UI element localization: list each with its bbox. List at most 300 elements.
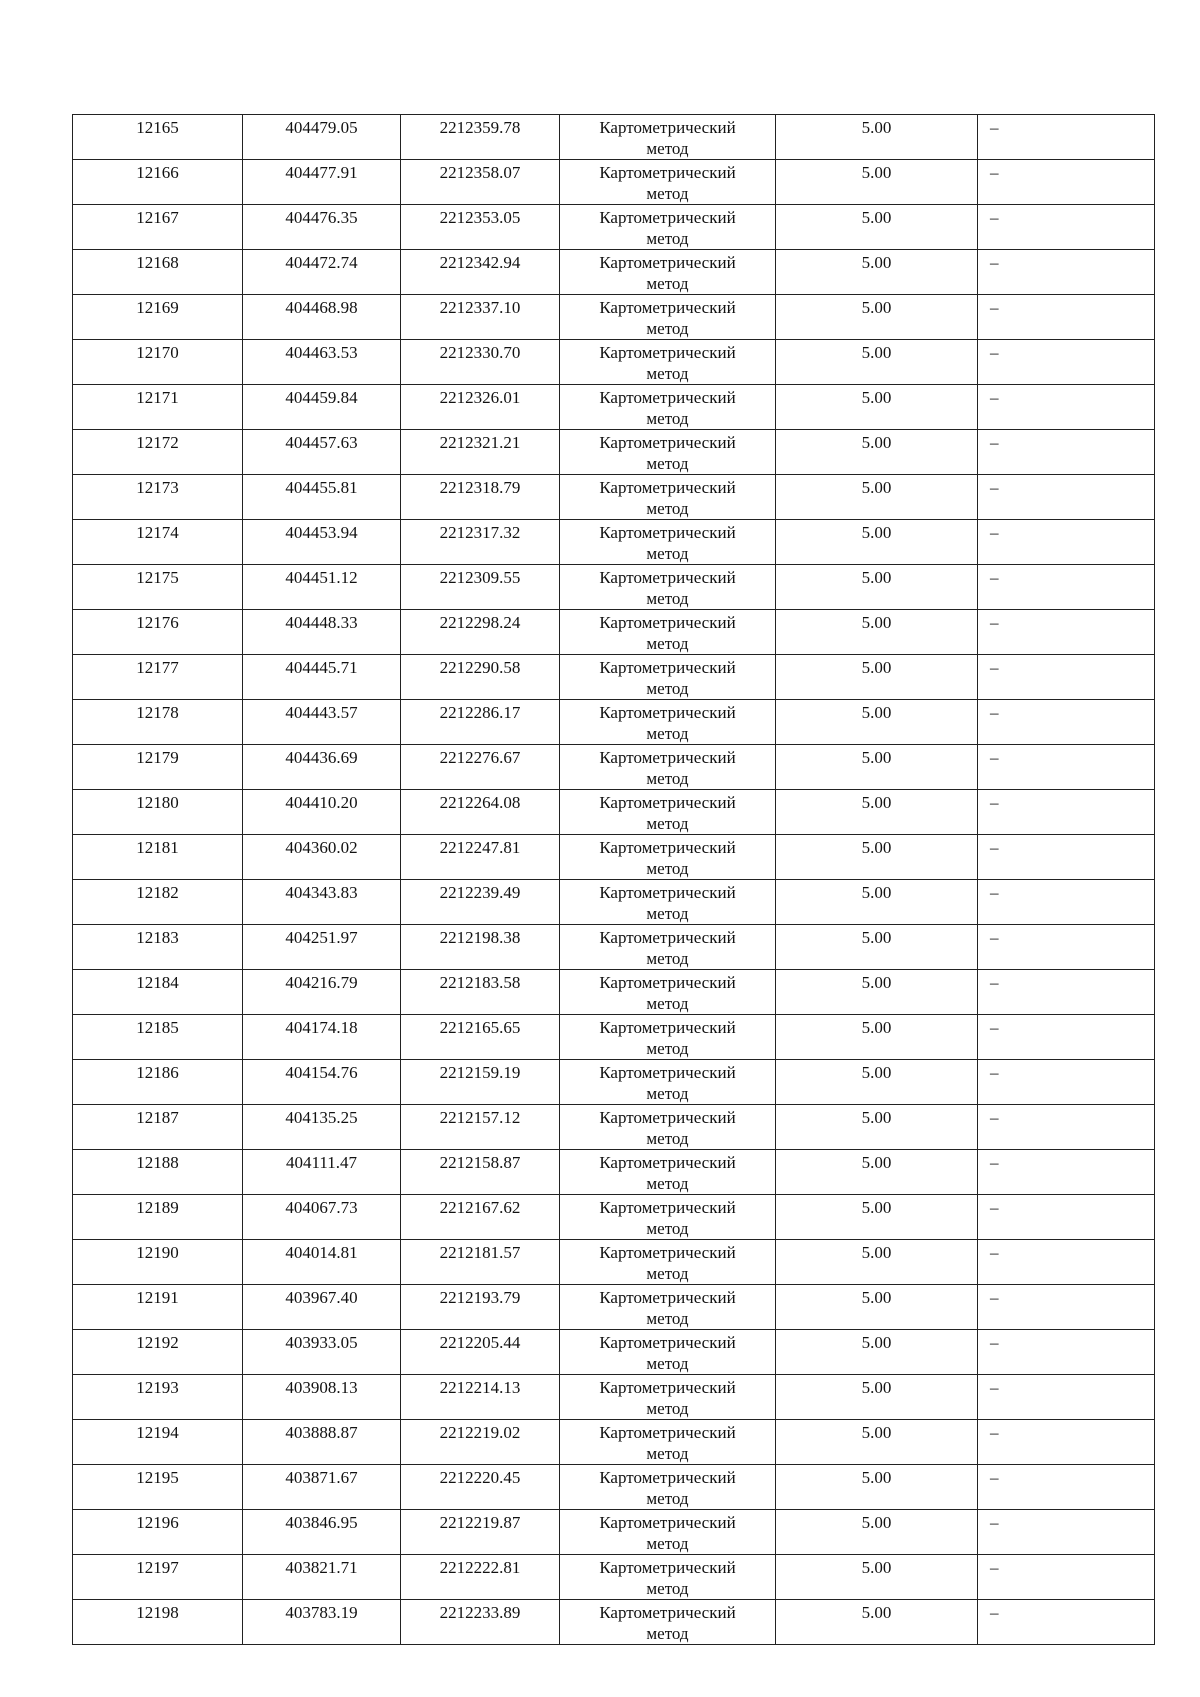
method-cell [560,385,776,430]
note-cell: – [978,250,1155,295]
method-cell [560,970,776,1015]
method-cell [560,1150,776,1195]
accuracy-cell: 5.00 [776,925,978,970]
x-coordinate-cell: 404477.91 [243,160,401,205]
table-row [73,1105,1155,1150]
accuracy-cell: 5.00 [776,1330,978,1375]
method-line1: Картометрический [599,523,736,542]
method-cell [560,250,776,295]
accuracy-cell: 5.00 [776,1240,978,1285]
method-line2: метод [646,1039,689,1058]
note-cell: – [978,610,1155,655]
y-coordinate-cell: 2212157.12 [401,1105,560,1150]
method-cell [560,1195,776,1240]
x-coordinate-cell: 404443.57 [243,700,401,745]
method-cell [560,565,776,610]
point-number-cell: 12168 [73,250,243,295]
method-cell [560,1240,776,1285]
note-cell: – [978,1285,1155,1330]
method-line2: метод [646,1219,689,1238]
y-coordinate-cell: 2212359.78 [401,115,560,160]
note-cell: – [978,160,1155,205]
method-cell [560,655,776,700]
note-cell: – [978,1375,1155,1420]
method-cell [560,520,776,565]
method-line1: Картометрический [599,883,736,902]
point-number-cell: 12173 [73,475,243,520]
method-cell [560,160,776,205]
x-coordinate-cell: 404360.02 [243,835,401,880]
y-coordinate-cell: 2212222.81 [401,1555,560,1600]
note-cell: – [978,655,1155,700]
method-line1: Картометрический [599,793,736,812]
table-row [73,880,1155,925]
method-line2: метод [646,184,689,203]
method-cell [560,205,776,250]
note-cell: – [978,295,1155,340]
y-coordinate-cell: 2212247.81 [401,835,560,880]
x-coordinate-cell: 404251.97 [243,925,401,970]
x-coordinate-cell: 404154.76 [243,1060,401,1105]
point-number-cell: 12172 [73,430,243,475]
note-cell: – [978,520,1155,565]
y-coordinate-cell: 2212159.19 [401,1060,560,1105]
note-cell: – [978,700,1155,745]
method-line2: метод [646,1129,689,1148]
table-row [73,700,1155,745]
method-cell [560,925,776,970]
y-coordinate-cell: 2212330.70 [401,340,560,385]
method-line2: метод [646,1174,689,1193]
method-cell [560,430,776,475]
accuracy-cell: 5.00 [776,1600,978,1645]
table-row [73,970,1155,1015]
point-number-cell: 12169 [73,295,243,340]
method-cell [560,1555,776,1600]
table-row [73,925,1155,970]
method-line1: Картометрический [599,1423,736,1442]
method-line1: Картометрический [599,703,736,722]
accuracy-cell: 5.00 [776,1105,978,1150]
x-coordinate-cell: 404448.33 [243,610,401,655]
method-line1: Картометрический [599,1243,736,1262]
method-line2: метод [646,499,689,518]
table-row [73,610,1155,655]
y-coordinate-cell: 2212342.94 [401,250,560,295]
method-cell [560,1105,776,1150]
method-line2: метод [646,634,689,653]
point-number-cell: 12174 [73,520,243,565]
y-coordinate-cell: 2212353.05 [401,205,560,250]
method-line1: Картометрический [599,343,736,362]
method-cell [560,880,776,925]
method-line1: Картометрический [599,163,736,182]
point-number-cell: 12180 [73,790,243,835]
method-line2: метод [646,1624,689,1643]
note-cell: – [978,1555,1155,1600]
accuracy-cell: 5.00 [776,160,978,205]
y-coordinate-cell: 2212198.38 [401,925,560,970]
y-coordinate-cell: 2212317.32 [401,520,560,565]
accuracy-cell: 5.00 [776,1015,978,1060]
note-cell: – [978,790,1155,835]
method-cell [560,1465,776,1510]
note-cell: – [978,1195,1155,1240]
method-line1: Картометрический [599,1288,736,1307]
method-line2: метод [646,949,689,968]
point-number-cell: 12171 [73,385,243,430]
x-coordinate-cell: 404067.73 [243,1195,401,1240]
accuracy-cell: 5.00 [776,340,978,385]
x-coordinate-cell: 404135.25 [243,1105,401,1150]
note-cell: – [978,565,1155,610]
table-row [73,1465,1155,1510]
method-line1: Картометрический [599,433,736,452]
table-row [73,340,1155,385]
y-coordinate-cell: 2212219.02 [401,1420,560,1465]
accuracy-cell: 5.00 [776,970,978,1015]
x-coordinate-cell: 404463.53 [243,340,401,385]
accuracy-cell: 5.00 [776,475,978,520]
method-line2: метод [646,1084,689,1103]
accuracy-cell: 5.00 [776,1510,978,1555]
method-cell [560,790,776,835]
table-row [73,1600,1155,1645]
accuracy-cell: 5.00 [776,1555,978,1600]
point-number-cell: 12192 [73,1330,243,1375]
method-line1: Картометрический [599,208,736,227]
x-coordinate-cell: 404014.81 [243,1240,401,1285]
x-coordinate-cell: 404479.05 [243,115,401,160]
table-row [73,385,1155,430]
x-coordinate-cell: 404343.83 [243,880,401,925]
table-row [73,1330,1155,1375]
method-line2: метод [646,1399,689,1418]
accuracy-cell: 5.00 [776,1375,978,1420]
y-coordinate-cell: 2212318.79 [401,475,560,520]
x-coordinate-cell: 403783.19 [243,1600,401,1645]
note-cell: – [978,115,1155,160]
coordinates-table-body [73,115,1155,1645]
note-cell: – [978,1015,1155,1060]
y-coordinate-cell: 2212214.13 [401,1375,560,1420]
note-cell: – [978,1600,1155,1645]
note-cell: – [978,925,1155,970]
method-cell [560,1060,776,1105]
x-coordinate-cell: 403933.05 [243,1330,401,1375]
y-coordinate-cell: 2212264.08 [401,790,560,835]
accuracy-cell: 5.00 [776,1465,978,1510]
method-line1: Картометрический [599,748,736,767]
y-coordinate-cell: 2212193.79 [401,1285,560,1330]
accuracy-cell: 5.00 [776,430,978,475]
note-cell: – [978,430,1155,475]
table-row [73,1555,1155,1600]
y-coordinate-cell: 2212158.87 [401,1150,560,1195]
y-coordinate-cell: 2212165.65 [401,1015,560,1060]
method-line2: метод [646,859,689,878]
method-line2: метод [646,769,689,788]
point-number-cell: 12189 [73,1195,243,1240]
table-row [73,1150,1155,1195]
accuracy-cell: 5.00 [776,115,978,160]
table-row [73,565,1155,610]
method-line2: метод [646,1264,689,1283]
point-number-cell: 12197 [73,1555,243,1600]
table-row [73,790,1155,835]
point-number-cell: 12194 [73,1420,243,1465]
note-cell: – [978,1060,1155,1105]
accuracy-cell: 5.00 [776,1420,978,1465]
method-line1: Картометрический [599,1153,736,1172]
method-line1: Картометрический [599,1198,736,1217]
method-line1: Картометрический [599,1018,736,1037]
accuracy-cell: 5.00 [776,880,978,925]
table-row [73,1510,1155,1555]
method-line2: метод [646,229,689,248]
method-line2: метод [646,139,689,158]
point-number-cell: 12196 [73,1510,243,1555]
method-cell [560,1600,776,1645]
accuracy-cell: 5.00 [776,385,978,430]
method-line2: метод [646,454,689,473]
method-line2: метод [646,724,689,743]
method-line1: Картометрический [599,928,736,947]
point-number-cell: 12195 [73,1465,243,1510]
note-cell: – [978,340,1155,385]
accuracy-cell: 5.00 [776,790,978,835]
x-coordinate-cell: 404445.71 [243,655,401,700]
method-line1: Картометрический [599,478,736,497]
table-row [73,115,1155,160]
accuracy-cell: 5.00 [776,1195,978,1240]
x-coordinate-cell: 404453.94 [243,520,401,565]
method-line2: метод [646,1309,689,1328]
note-cell: – [978,1330,1155,1375]
note-cell: – [978,1105,1155,1150]
method-line1: Картометрический [599,658,736,677]
x-coordinate-cell: 404111.47 [243,1150,401,1195]
table-row [73,1240,1155,1285]
method-line2: метод [646,904,689,923]
note-cell: – [978,1240,1155,1285]
table-row [73,205,1155,250]
point-number-cell: 12190 [73,1240,243,1285]
coordinates-table [72,114,1155,1645]
method-cell [560,1330,776,1375]
method-line2: метод [646,319,689,338]
note-cell: – [978,1465,1155,1510]
x-coordinate-cell: 404174.18 [243,1015,401,1060]
accuracy-cell: 5.00 [776,295,978,340]
method-line1: Картометрический [599,1513,736,1532]
table-row [73,1060,1155,1105]
accuracy-cell: 5.00 [776,1060,978,1105]
method-line1: Картометрический [599,298,736,317]
method-line2: метод [646,1444,689,1463]
method-line2: метод [646,1489,689,1508]
x-coordinate-cell: 404455.81 [243,475,401,520]
note-cell: – [978,1510,1155,1555]
point-number-cell: 12177 [73,655,243,700]
method-line2: метод [646,1579,689,1598]
method-line1: Картометрический [599,838,736,857]
y-coordinate-cell: 2212219.87 [401,1510,560,1555]
y-coordinate-cell: 2212205.44 [401,1330,560,1375]
method-line1: Картометрический [599,1603,736,1622]
y-coordinate-cell: 2212183.58 [401,970,560,1015]
x-coordinate-cell: 403846.95 [243,1510,401,1555]
note-cell: – [978,970,1155,1015]
note-cell: – [978,205,1155,250]
x-coordinate-cell: 404476.35 [243,205,401,250]
table-row [73,1195,1155,1240]
x-coordinate-cell: 404436.69 [243,745,401,790]
point-number-cell: 12191 [73,1285,243,1330]
x-coordinate-cell: 404468.98 [243,295,401,340]
method-line1: Картометрический [599,613,736,632]
y-coordinate-cell: 2212290.58 [401,655,560,700]
point-number-cell: 12166 [73,160,243,205]
note-cell: – [978,475,1155,520]
method-line2: метод [646,814,689,833]
x-coordinate-cell: 403908.13 [243,1375,401,1420]
y-coordinate-cell: 2212167.62 [401,1195,560,1240]
method-line1: Картометрический [599,568,736,587]
accuracy-cell: 5.00 [776,700,978,745]
accuracy-cell: 5.00 [776,835,978,880]
y-coordinate-cell: 2212326.01 [401,385,560,430]
method-line1: Картометрический [599,1333,736,1352]
y-coordinate-cell: 2212358.07 [401,160,560,205]
point-number-cell: 12198 [73,1600,243,1645]
point-number-cell: 12176 [73,610,243,655]
x-coordinate-cell: 403967.40 [243,1285,401,1330]
y-coordinate-cell: 2212298.24 [401,610,560,655]
accuracy-cell: 5.00 [776,1150,978,1195]
method-line1: Картометрический [599,1468,736,1487]
note-cell: – [978,385,1155,430]
y-coordinate-cell: 2212286.17 [401,700,560,745]
method-cell [560,115,776,160]
accuracy-cell: 5.00 [776,205,978,250]
x-coordinate-cell: 404451.12 [243,565,401,610]
method-line2: метод [646,544,689,563]
x-coordinate-cell: 403821.71 [243,1555,401,1600]
method-cell [560,340,776,385]
table-row [73,655,1155,700]
method-cell [560,1420,776,1465]
table-row [73,520,1155,565]
method-line2: метод [646,589,689,608]
y-coordinate-cell: 2212321.21 [401,430,560,475]
x-coordinate-cell: 403888.87 [243,1420,401,1465]
note-cell: – [978,1420,1155,1465]
y-coordinate-cell: 2212233.89 [401,1600,560,1645]
point-number-cell: 12170 [73,340,243,385]
point-number-cell: 12178 [73,700,243,745]
point-number-cell: 12175 [73,565,243,610]
method-cell [560,835,776,880]
point-number-cell: 12193 [73,1375,243,1420]
method-line1: Картометрический [599,1063,736,1082]
table-row [73,1285,1155,1330]
method-line2: метод [646,274,689,293]
method-cell [560,745,776,790]
table-row [73,1375,1155,1420]
accuracy-cell: 5.00 [776,655,978,700]
note-cell: – [978,880,1155,925]
method-line1: Картометрический [599,388,736,407]
table-row [73,475,1155,520]
method-line1: Картометрический [599,1108,736,1127]
point-number-cell: 12182 [73,880,243,925]
point-number-cell: 12167 [73,205,243,250]
point-number-cell: 12165 [73,115,243,160]
method-cell [560,1015,776,1060]
point-number-cell: 12181 [73,835,243,880]
method-line2: метод [646,364,689,383]
method-line1: Картометрический [599,253,736,272]
accuracy-cell: 5.00 [776,610,978,655]
point-number-cell: 12187 [73,1105,243,1150]
accuracy-cell: 5.00 [776,1285,978,1330]
y-coordinate-cell: 2212239.49 [401,880,560,925]
method-cell [560,1285,776,1330]
x-coordinate-cell: 404216.79 [243,970,401,1015]
method-line1: Картометрический [599,1378,736,1397]
x-coordinate-cell: 404410.20 [243,790,401,835]
x-coordinate-cell: 404472.74 [243,250,401,295]
y-coordinate-cell: 2212220.45 [401,1465,560,1510]
method-cell [560,610,776,655]
method-line2: метод [646,1534,689,1553]
method-cell [560,700,776,745]
method-line2: метод [646,994,689,1013]
method-line1: Картометрический [599,973,736,992]
accuracy-cell: 5.00 [776,745,978,790]
table-row [73,430,1155,475]
table-row [73,745,1155,790]
method-line1: Картометрический [599,1558,736,1577]
table-row [73,250,1155,295]
table-row [73,295,1155,340]
method-cell [560,1510,776,1555]
x-coordinate-cell: 403871.67 [243,1465,401,1510]
y-coordinate-cell: 2212181.57 [401,1240,560,1285]
method-cell [560,295,776,340]
method-line2: метод [646,409,689,428]
method-cell [560,475,776,520]
table-row [73,835,1155,880]
note-cell: – [978,745,1155,790]
x-coordinate-cell: 404459.84 [243,385,401,430]
table-row [73,1420,1155,1465]
point-number-cell: 12188 [73,1150,243,1195]
accuracy-cell: 5.00 [776,565,978,610]
table-row [73,160,1155,205]
y-coordinate-cell: 2212276.67 [401,745,560,790]
point-number-cell: 12185 [73,1015,243,1060]
point-number-cell: 12183 [73,925,243,970]
point-number-cell: 12186 [73,1060,243,1105]
method-line2: метод [646,679,689,698]
method-line2: метод [646,1354,689,1373]
point-number-cell: 12184 [73,970,243,1015]
note-cell: – [978,835,1155,880]
accuracy-cell: 5.00 [776,520,978,565]
note-cell: – [978,1150,1155,1195]
